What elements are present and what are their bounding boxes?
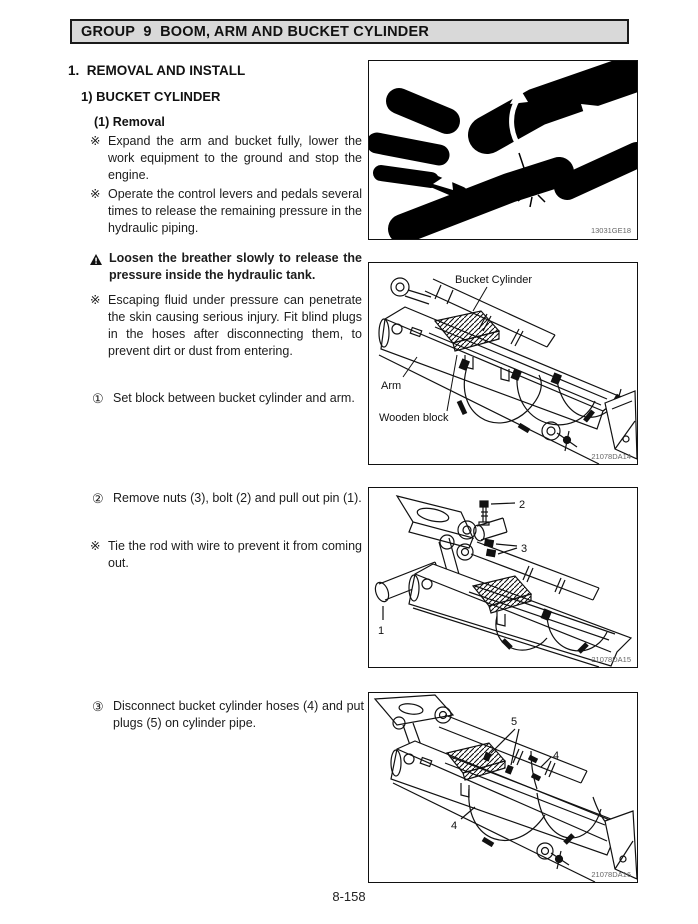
step-text: Remove nuts (3), bolt (2) and pull out pin (1). [113, 491, 362, 505]
label-hose-4-bottom: 4 [451, 820, 458, 832]
note-marker: ※ [90, 187, 101, 201]
label-pin-1: 1 [378, 625, 385, 637]
step-number: ③ [92, 699, 104, 714]
note-operate-levers [90, 186, 362, 237]
warning-icon [90, 250, 106, 284]
figure-wooden-block [368, 262, 638, 465]
note-marker: ※ [90, 134, 101, 148]
figure-code: 13031GE18 [590, 226, 631, 235]
figure-code: 21078DA15 [591, 655, 631, 664]
label-plugs-5: 5 [511, 716, 518, 728]
note-expand-arm [90, 133, 362, 184]
step-3 [92, 698, 364, 732]
step-number: ① [92, 391, 104, 406]
note-text: Expand the arm and bucket fully, lower the work equipment to the ground and stop the engine. [108, 134, 362, 182]
figure-injury-pictogram [368, 60, 638, 240]
hose-disconnect-drawing [369, 693, 637, 882]
injury-pictogram-drawing [369, 61, 637, 239]
step-text: Set block between bucket cylinder and arm. [113, 391, 355, 405]
figure-code: 21078DA16 [591, 870, 631, 879]
figure-hose-disconnect [368, 692, 638, 883]
note-text: Escaping fluid under pressure can penetrate the skin causing serious injury. Fit blind plugs in the hoses after disconnecting them, to prevent dirt or dust from entering. [108, 293, 362, 358]
step-number: ② [92, 491, 104, 506]
note-text: Operate the control levers and pedals several times to release the remaining pressure in the hydraulic piping. [108, 187, 362, 235]
label-arm: Arm [381, 380, 402, 392]
pin-removal-drawing [369, 488, 637, 667]
note-marker: ※ [90, 539, 101, 553]
section-title: 1. REMOVAL AND INSTALL [68, 63, 246, 78]
warning-breather [90, 250, 362, 284]
group-title: GROUP 9 BOOM, ARM AND BUCKET CYLINDER [81, 23, 430, 40]
step-2 [92, 490, 364, 507]
note-escaping-fluid [90, 292, 362, 360]
note-text: Tie the rod with wire to prevent it from coming out. [108, 539, 362, 570]
step-text: Disconnect bucket cylinder hoses (4) and put plugs (5) on cylinder pipe. [113, 699, 364, 730]
label-bucket-cylinder: Bucket Cylinder [455, 274, 533, 286]
figure-pin-removal [368, 487, 638, 668]
label-wooden-block: Wooden block [379, 412, 449, 424]
warning-text: Loosen the breather slowly to release the pressure inside the hydraulic tank. [109, 251, 362, 282]
label-hose-4-top: 4 [553, 750, 560, 762]
wooden-block-drawing [369, 263, 637, 464]
step-1 [92, 390, 364, 407]
group-title-bar [70, 19, 629, 44]
note-tie-rod [90, 538, 362, 572]
label-nuts-3: 3 [521, 543, 528, 555]
note-marker: ※ [90, 293, 101, 307]
label-bolt-2: 2 [519, 499, 526, 511]
procedure-title: (1) Removal [94, 115, 165, 129]
subsection-title: 1) BUCKET CYLINDER [81, 89, 221, 104]
page-number: 8-158 [332, 889, 366, 904]
figure-code: 21078DA14 [591, 452, 631, 461]
